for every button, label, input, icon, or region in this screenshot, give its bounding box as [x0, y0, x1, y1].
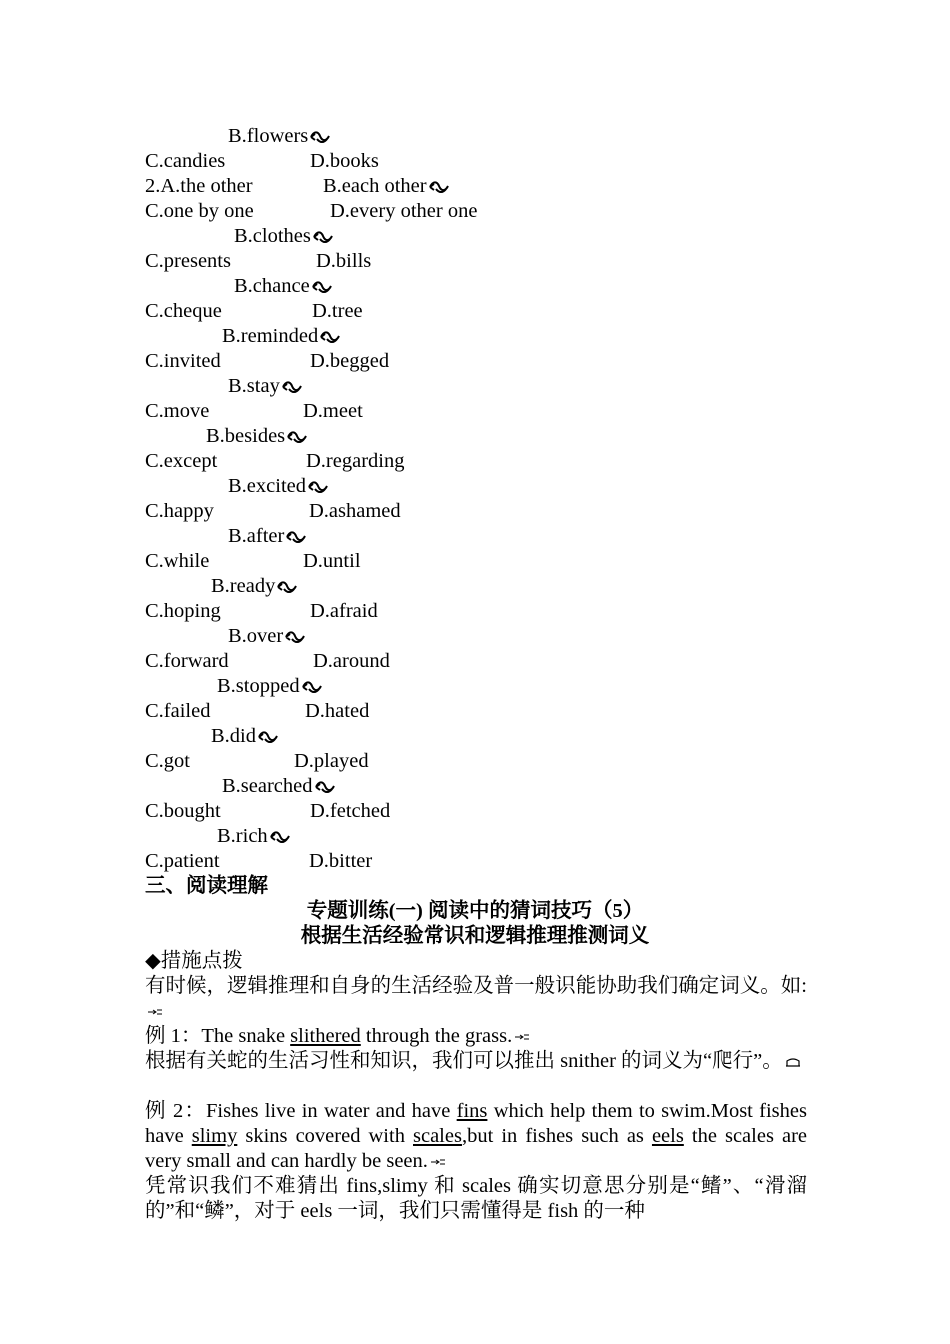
option-c: C.candies [145, 150, 226, 172]
option-a: 2.A.the other [145, 175, 253, 197]
underlined-word: fins [456, 1100, 488, 1122]
option-d: D.bills [316, 250, 372, 272]
anchor-mark-icon [281, 380, 303, 394]
option-b: B.after [228, 524, 307, 549]
option-b: B.searched [222, 774, 336, 799]
option-b: B.clothes [234, 224, 334, 249]
option-b: B.besides [206, 424, 308, 449]
page-subtitle: 根据生活经验常识和逻辑推理推测词义 [300, 925, 650, 947]
option-c: C.invited [145, 350, 221, 372]
option-d: D.books [310, 150, 379, 172]
option-c: C.happy [145, 500, 214, 522]
option-c: C.patient [145, 850, 220, 872]
option-d: D.ashamed [309, 500, 401, 522]
intro-paragraph: 有时候，逻辑推理和自身的生活经验及普一般识能协助我们确定词义。如: [145, 974, 807, 1024]
option-c: C.except [145, 450, 218, 472]
option-b: B.rich [217, 824, 291, 849]
option-d: D.fetched [310, 800, 391, 822]
anchor-mark-icon [319, 330, 341, 344]
anchor-mark-icon [428, 180, 450, 194]
option-c: C.presents [145, 250, 231, 272]
anchor-mark-icon [311, 280, 333, 294]
example-2-explanation: 凭常识我们不难猜出 fins,slimy 和 scales 确实切意思分别是“鳍”、“滑溜的”和“鳞”，对于 eels 一词，我们只需懂得是 fish 的一种 [145, 1175, 807, 1222]
paragraph-mark-icon [514, 1032, 530, 1042]
anchor-mark-icon [285, 530, 307, 544]
option-d: D.hated [305, 700, 370, 722]
underlined-word: slithered [290, 1025, 361, 1047]
example-2: 例 2：Fishes live in water and have fins which help them to swim.Most fishes have slimy skins covered with scales,but in fishes such as eels the scales are very small and can hardly be seen. [145, 1100, 807, 1172]
anchor-mark-icon [284, 630, 306, 644]
paragraph-mark-icon [785, 1057, 801, 1067]
option-b: B.stay [228, 374, 303, 399]
option-c: C.hoping [145, 600, 221, 622]
option-b: B.stopped [217, 674, 323, 699]
tip-heading: ◆措施点拨 [145, 950, 243, 972]
option-d: D.every other one [330, 200, 478, 222]
option-c: C.failed [145, 700, 211, 722]
option-d: D.meet [303, 400, 363, 422]
anchor-mark-icon [314, 780, 336, 794]
anchor-mark-icon [301, 680, 323, 694]
anchor-mark-icon [307, 480, 329, 494]
underlined-word: scales [413, 1125, 462, 1147]
paragraph-mark-icon [147, 1007, 163, 1017]
option-c: C.while [145, 550, 210, 572]
example-1-explanation: 根据有关蛇的生活习性和知识，我们可以推出 snither 的词义为“爬行”。 [145, 1049, 807, 1074]
anchor-mark-icon [269, 830, 291, 844]
option-b: B.over [228, 624, 306, 649]
anchor-mark-icon [257, 730, 279, 744]
example-1: 例 1：The snake slithered through the grass. [145, 1024, 807, 1049]
option-d: D.regarding [306, 450, 405, 472]
option-b: B.chance [234, 274, 333, 299]
option-d: D.tree [312, 300, 363, 322]
anchor-mark-icon [312, 230, 334, 244]
option-c: C.one by one [145, 200, 254, 222]
option-d: D.until [303, 550, 361, 572]
option-c: C.bought [145, 800, 221, 822]
anchor-mark-icon [286, 430, 308, 444]
option-b: B.reminded [222, 324, 341, 349]
option-d: D.played [294, 750, 369, 772]
underlined-word: slimy [191, 1125, 238, 1147]
paragraph-mark-icon [430, 1157, 446, 1167]
anchor-mark-icon [276, 580, 298, 594]
section-heading: 三、阅读理解 [145, 875, 268, 897]
option-b: B.ready [211, 574, 298, 599]
anchor-mark-icon [309, 130, 331, 144]
option-c: C.cheque [145, 300, 222, 322]
underlined-word: eels [651, 1125, 684, 1147]
option-c: C.forward [145, 650, 229, 672]
option-c: C.got [145, 750, 190, 772]
option-b: B.flowers [228, 124, 331, 149]
option-d: D.begged [310, 350, 390, 372]
option-d: D.around [313, 650, 390, 672]
option-c: C.move [145, 400, 210, 422]
page-title: 专题训练(一) 阅读中的猜词技巧（5） [306, 900, 644, 922]
option-b: B.excited [228, 474, 329, 499]
option-d: D.afraid [310, 600, 378, 622]
option-d: D.bitter [309, 850, 373, 872]
option-b: B.did [211, 724, 279, 749]
option-b: B.each other [323, 174, 450, 199]
